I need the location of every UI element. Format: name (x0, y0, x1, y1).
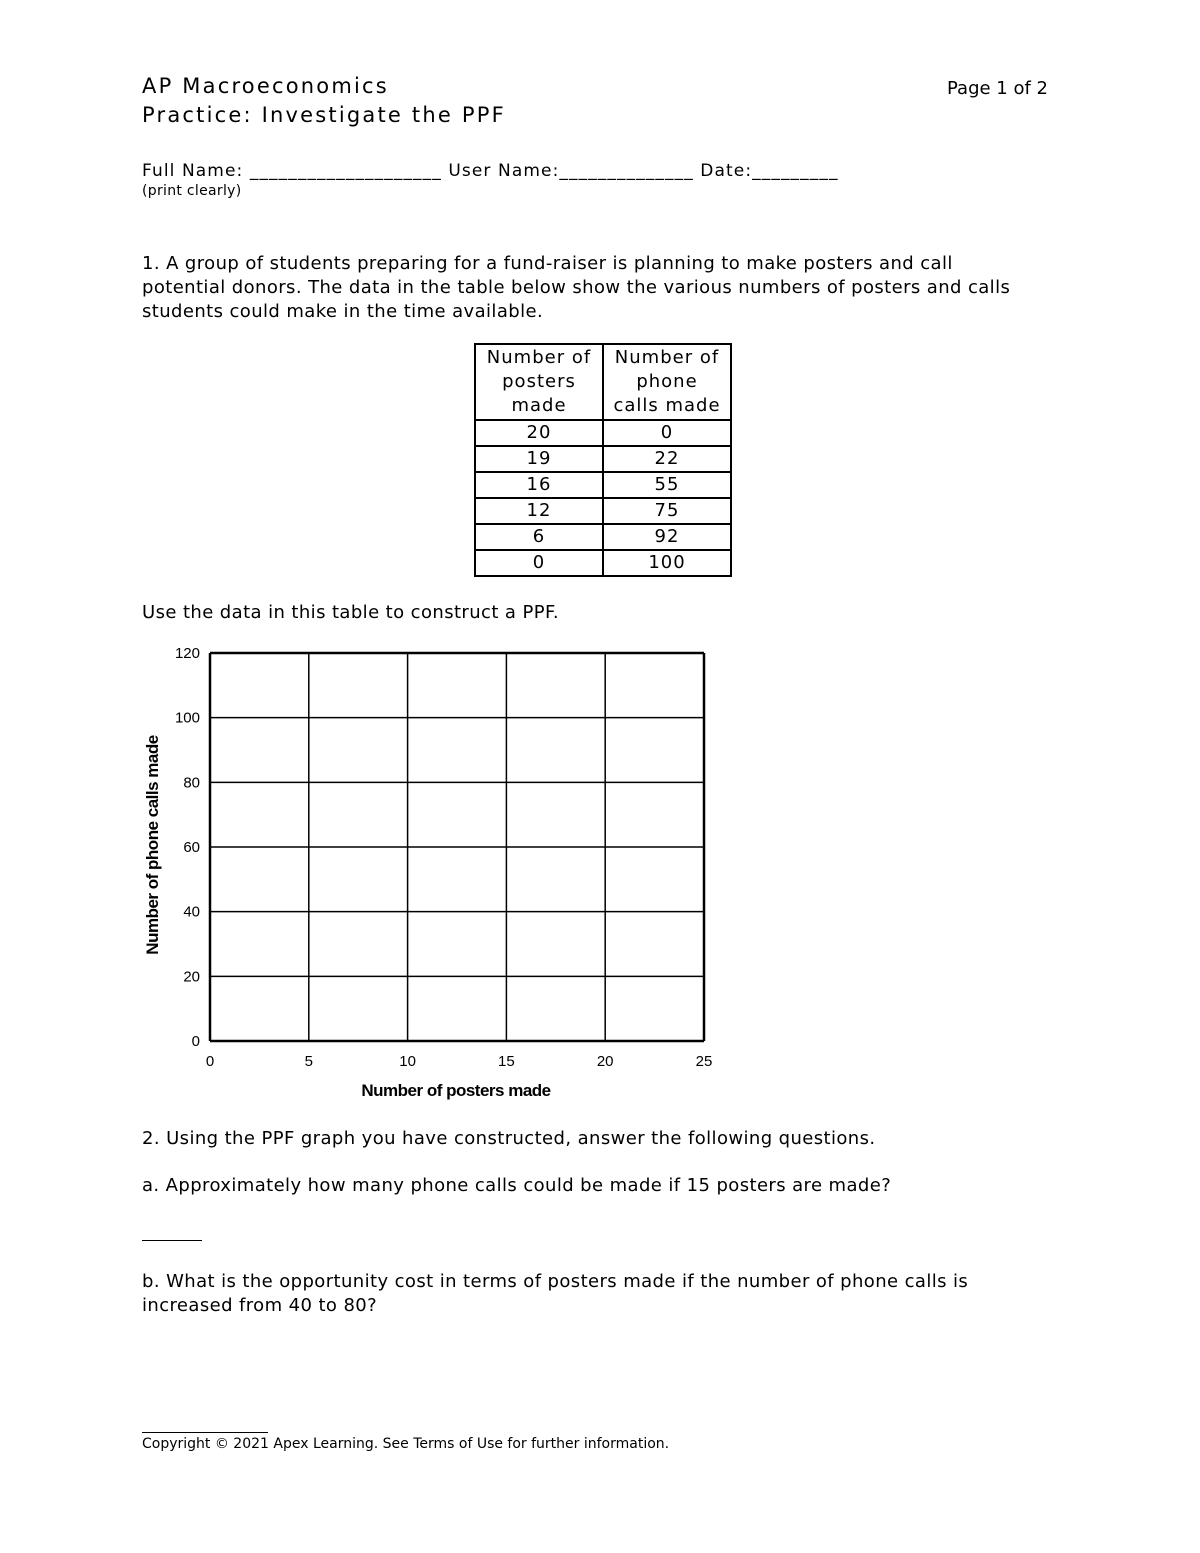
question-1-line-3: students could make in the time available. (142, 301, 544, 322)
posters-cell: 6 (475, 524, 603, 550)
calls-cell: 55 (603, 472, 731, 498)
y-tick-label: 20 (183, 968, 200, 986)
y-axis-ticks (175, 645, 200, 1050)
y-axis-label: Number of phone calls made (143, 735, 162, 955)
x-axis-label: Number of posters made (361, 1081, 551, 1100)
calls-cell: 22 (603, 446, 731, 472)
question-2b-line-2: increased from 40 to 80? (142, 1295, 378, 1316)
calls-cell: 100 (603, 550, 731, 576)
posters-cell: 0 (475, 550, 603, 576)
posters-column-header (475, 344, 603, 420)
table-row (475, 446, 731, 472)
question-2b-line-1: b. What is the opportunity cost in terms of posters made if the number of phone calls is (142, 1271, 969, 1292)
table-row (475, 550, 731, 576)
answer-blank-line[interactable] (142, 1240, 202, 1241)
calls-header-line-3: calls made (613, 395, 721, 416)
y-tick-label: 120 (174, 645, 200, 662)
y-tick-label: 60 (183, 839, 200, 856)
calls-cell: 75 (603, 498, 731, 524)
posters-header-line-3: made (511, 395, 567, 416)
table-row (475, 498, 731, 524)
ppf-chart-svg (130, 640, 730, 1110)
question-1-line-1: 1. A group of students preparing for a fund-raiser is planning to make posters and call (142, 253, 953, 274)
question-1-line-2: potential donors. The data in the table below show the various numbers of posters and calls (142, 277, 1011, 298)
posters-cell: 12 (475, 498, 603, 524)
y-tick-label: 100 (174, 709, 200, 727)
question-2-text: 2. Using the PPF graph you have constructed, answer the following questions. (142, 1128, 876, 1149)
posters-cell: 16 (475, 472, 603, 498)
page-number: Page 1 of 2 (947, 78, 1048, 99)
student-info-line: Full Name: ____________________ User Name:______________ Date:_________ (142, 161, 839, 181)
footer-divider (142, 1432, 268, 1433)
table-row (475, 420, 731, 446)
worksheet-title: Practice: Investigate the PPF (142, 103, 506, 127)
x-tick-label: 15 (498, 1053, 515, 1070)
table-header-row (475, 344, 731, 420)
calls-column-header (603, 344, 731, 420)
question-2a-text: a. Approximately how many phone calls could be made if 15 posters are made? (142, 1175, 892, 1196)
y-tick-label: 40 (183, 903, 200, 921)
x-tick-label: 5 (304, 1053, 313, 1070)
ppf-chart (130, 640, 730, 1114)
y-tick-label: 80 (183, 774, 200, 792)
calls-cell: 0 (603, 420, 731, 446)
posters-header-line-1: Number of (486, 347, 592, 368)
y-tick-label: 0 (191, 1033, 200, 1050)
table-row (475, 472, 731, 498)
course-title: AP Macroeconomics (142, 74, 389, 98)
copyright-notice: Copyright © 2021 Apex Learning. See Terms of Use for further information. (142, 1436, 670, 1452)
x-tick-label: 0 (205, 1053, 215, 1070)
x-tick-label: 10 (399, 1053, 416, 1070)
x-tick-label: 20 (596, 1053, 614, 1070)
calls-header-line-2: phone (636, 371, 698, 392)
chart-grid (210, 653, 704, 1041)
posters-cell: 19 (475, 446, 603, 472)
print-clearly-note: (print clearly) (142, 183, 242, 199)
x-tick-label: 25 (695, 1053, 713, 1070)
ppf-instruction: Use the data in this table to construct a PPF. (142, 602, 559, 623)
posters-cell: 20 (475, 420, 603, 446)
calls-cell: 92 (603, 524, 731, 550)
calls-header-line-1: Number of (614, 347, 720, 368)
x-axis-ticks (206, 1053, 713, 1070)
posters-header-line-2: posters (502, 371, 576, 392)
production-table (474, 343, 732, 577)
table-row (475, 524, 731, 550)
